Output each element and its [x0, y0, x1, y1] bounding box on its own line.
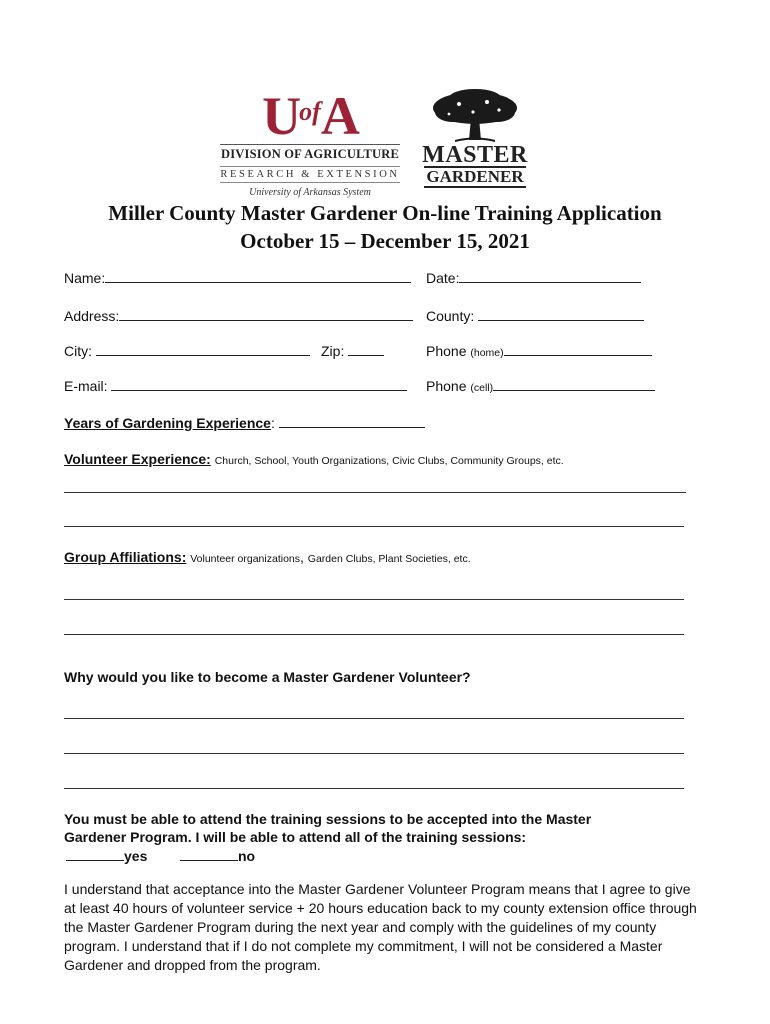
phone-cell-field[interactable] [426, 376, 655, 397]
master-gardener-logo-master: MASTER [422, 142, 528, 168]
volunteer-experience-hint: Church, School, Youth Organizations, Civic Clubs, Community Groups, etc. [214, 455, 564, 467]
city-field[interactable] [64, 341, 310, 360]
date-field[interactable] [426, 268, 641, 287]
address-label: Address: [64, 308, 120, 324]
phone-cell-label: Phone [426, 378, 467, 394]
phone-home-qualifier: (home) [470, 347, 504, 359]
attendance-yes-label: yes [124, 848, 148, 864]
county-field[interactable] [426, 306, 644, 325]
phone-home-field[interactable] [426, 341, 652, 362]
volunteer-experience-line-2[interactable] [64, 526, 684, 527]
uofa-logo-system: University of Arkansas System [249, 187, 371, 198]
group-affiliations-hint-comma: , [300, 549, 304, 565]
name-field[interactable] [64, 268, 411, 287]
volunteer-experience-heading [64, 450, 564, 470]
page-subtitle-dates: October 15 – December 15, 2021 [240, 229, 530, 253]
email-label: E-mail: [64, 378, 108, 394]
phone-home-label: Phone [426, 343, 467, 359]
attendance-no-label: no [238, 848, 256, 864]
uofa-logo-mark: $U^{of}A$ [262, 86, 358, 146]
group-affiliations-label: Group Affiliations: [64, 549, 187, 565]
city-label: City: [64, 343, 92, 359]
page-title: Miller County Master Gardener On-line Training Application [108, 201, 662, 225]
phone-cell-qualifier: (cell) [470, 382, 494, 394]
group-affiliations-line-1[interactable] [64, 599, 684, 600]
name-label: Name: [64, 270, 106, 286]
uofa-logo-division: DIVISION OF AGRICULTURE [220, 144, 400, 162]
attendance-statement-line-2: Gardener Program. I will be able to attend all of the training sessions: [64, 829, 527, 845]
tree-icon [429, 88, 521, 144]
attendance-statement-line-1: You must be able to attend the training sessions to be accepted into the Master [64, 811, 592, 827]
years-experience-colon: : [270, 415, 275, 431]
uofa-logo-research: RESEARCH & EXTENSION [220, 166, 400, 183]
group-affiliations-line-2[interactable] [64, 634, 684, 635]
group-affiliations-heading [64, 548, 471, 568]
volunteer-experience-label: Volunteer Experience: [64, 451, 211, 467]
county-label: County: [426, 308, 475, 324]
volunteer-experience-line-1[interactable] [64, 492, 686, 493]
zip-field[interactable] [321, 341, 384, 360]
date-label: Date: [426, 270, 460, 286]
master-gardener-logo [416, 88, 534, 190]
zip-label: Zip: [321, 343, 345, 359]
master-gardener-logo-gardener: GARDENER [426, 167, 524, 186]
attendance-yes-option[interactable] [66, 846, 147, 865]
group-affiliations-hint-b: Garden Clubs, Plant Societies, etc. [307, 553, 471, 565]
group-affiliations-hint-a: Volunteer organizations [190, 553, 300, 565]
why-answer-line-1[interactable] [64, 718, 684, 719]
agreement-paragraph: I understand that acceptance into the Master Gardener Volunteer Program means that I agree to give at least 40 hours of volunteer service + 20 hours education back to my county extension office through the Master Gardener Program during the next year and comply with the guidelines of my county program. I understand that if I do not complete my commitment, I will not be considered a Master Gardener and dropped from the program. [64, 881, 697, 973]
why-answer-line-2[interactable] [64, 753, 684, 754]
why-answer-line-3[interactable] [64, 788, 684, 789]
why-question: Why would you like to become a Master Gardener Volunteer? [64, 669, 471, 685]
uofa-logo [220, 86, 400, 198]
years-experience-label: Years of Gardening Experience [64, 415, 271, 431]
email-field[interactable] [64, 376, 407, 395]
address-field[interactable] [64, 306, 413, 325]
years-experience-field[interactable] [64, 413, 425, 432]
attendance-no-option[interactable] [180, 846, 255, 865]
